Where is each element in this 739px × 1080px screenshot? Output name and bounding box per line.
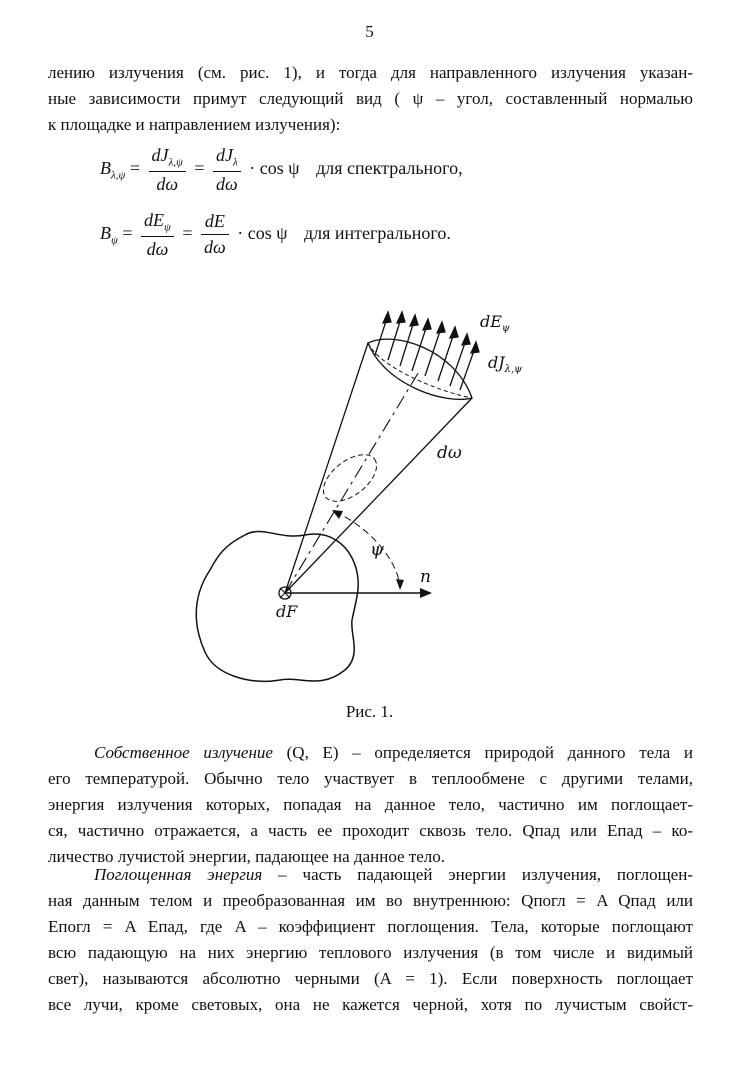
cosine-factor: · cos ψ (237, 222, 288, 243)
fraction-numerator-sub: ψ (164, 221, 171, 234)
paragraph-own-radiation (48, 740, 693, 870)
radiation-arrows (375, 312, 479, 390)
fraction-numerator: dE (201, 211, 229, 235)
fraction (141, 210, 174, 260)
formula-lhs-sub: ψ (111, 234, 118, 247)
fraction-numerator-sub: λ,ψ (168, 156, 183, 169)
text-line: ные зависимости примут следующий вид ( ψ – угол, составленный нормалью (48, 89, 693, 108)
fraction (213, 145, 241, 195)
fraction-numerator: dE (144, 210, 164, 230)
text-line: к площадке и направлением излучения): (48, 115, 341, 134)
cosine-factor: · cos ψ (249, 157, 300, 178)
text-line: энергия излучения которых, попадая на данное тело, частично им поглощает- (48, 795, 693, 814)
normal-arrowhead (420, 588, 432, 598)
formula-description: для интегрального. (303, 222, 451, 243)
text-line: Eпогл = A Eпад, где A – коэффициент поглощения. Тела, которые поглощают (48, 917, 693, 936)
term-own-radiation: Собственное излучение (94, 743, 273, 762)
fraction-numerator: dJ (151, 145, 169, 165)
intro-paragraph (48, 60, 693, 138)
formula-lhs: B (100, 222, 111, 243)
formula-description: для спектрального, (316, 157, 463, 178)
fraction-numerator-sub: λ (233, 156, 238, 169)
text-line: ся, частично отражается, а часть ее проходит сквозь тело. Qпад или Eпад – ко- (48, 821, 693, 840)
text-line: – часть падающей энергии излучения, поглощен- (262, 865, 693, 884)
formula-integral: $B_\psi$ = $\frac{dE_\psi}{d\omega}$ = $\frac{dE}{d\omega}$ · cos ψ для интегрального. (100, 210, 451, 259)
formula-lhs: B (100, 157, 111, 178)
fraction (201, 211, 229, 258)
label-dJ: $dJ_{\lambda,\psi}$ (488, 353, 523, 375)
label-psi: ψ (370, 539, 385, 560)
text-line: личество лучистой энергии, падающее на данное тело. (48, 847, 446, 866)
label-n: n (420, 567, 431, 587)
cone-edge-left (285, 343, 368, 593)
figure-radiation-cone (0, 300, 739, 700)
text-line: всю падающую на них энергию теплового излучения (в том числе и видимый (48, 943, 693, 962)
cone-edge-right (285, 398, 472, 593)
label-dE: $dE_\psi$ (480, 312, 510, 334)
text-line: ная данным телом и преобразованная им во внутреннюю: Qпогл = A Qпад или (48, 891, 693, 910)
label-dF: dF (276, 602, 298, 621)
fraction-numerator: dJ (216, 145, 234, 165)
figure-caption: Рис. 1. (345, 702, 394, 721)
label-domega: dω (437, 443, 462, 463)
cone-middle-ellipse (315, 446, 385, 511)
fraction-denominator: dω (156, 173, 179, 194)
text-line: (Q, E) – определяется природой данного тела и (272, 743, 693, 762)
text-line: свет), называются абсолютно черными (A = 1). Если поверхность поглощает (48, 969, 693, 988)
fraction-denominator: dω (204, 237, 226, 258)
term-absorbed-energy: Поглощенная энергия (94, 865, 263, 884)
text-line: все лучи, кроме световых, она не кажется черной, хотя по лучистым свойст- (48, 995, 693, 1014)
fraction-denominator: dω (216, 173, 238, 194)
paragraph-absorbed-energy (48, 862, 693, 1018)
fraction-denominator: dω (146, 238, 169, 259)
fraction (149, 145, 186, 195)
text-line: лению излучения (см. рис. 1), и тогда для направленного излучения указан- (48, 63, 693, 82)
page-number: 5 (365, 22, 374, 41)
text-line: его температурой. Обычно тело участвует в теплообмене с другими телами, (48, 769, 693, 788)
formula-lhs-sub: λ,ψ (111, 169, 126, 182)
formula-spectral: $B_{\lambda,\psi}$ = $\frac{dJ_{\lambda,\psi}}{d\omega}$ = $\frac{dJ_\lambda}{d\omega}$ · cos ψ для спектрального, (100, 145, 463, 194)
